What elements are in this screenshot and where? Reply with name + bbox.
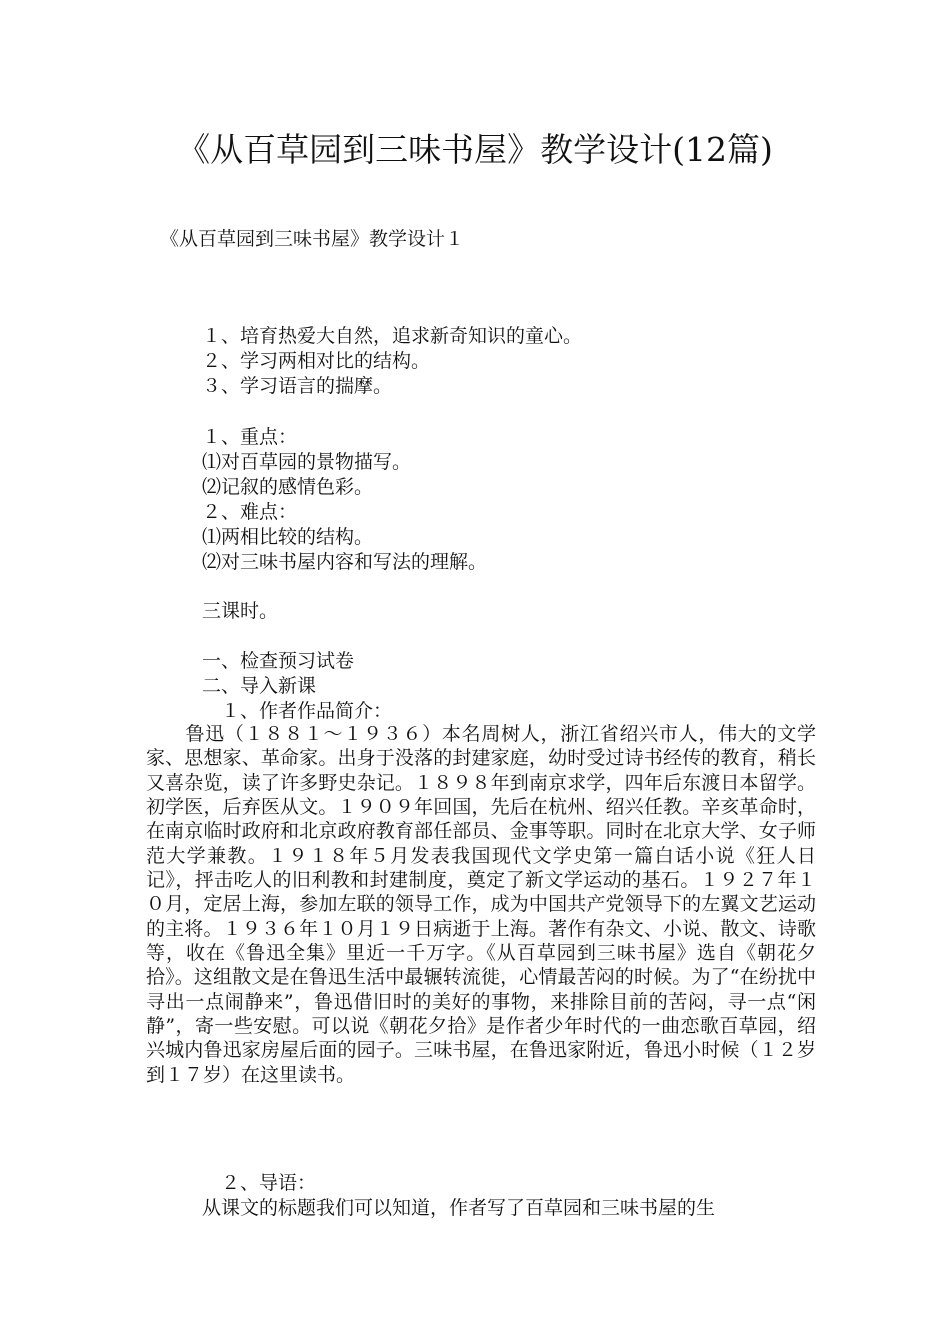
key-point-line: ⑵对三味书屋内容和写法的理解。 (202, 551, 488, 573)
key-point-line: １、重点： (202, 426, 298, 448)
author-intro-paragraph: 鲁迅（１８８１～１９３６）本名周树人，浙江省绍兴市人，伟大的文学家、思想家、革命家。出身于没落的封建家庭，幼时受过诗书经传的教育，稍长又喜杂览，读了许多野史杂记。１８９８年到南京求学，四年后东渡日本留学。初学医，后弃医从文。１９０９年回国，先后在杭州、绍兴任教。辛亥革命时，在南京临时政府和北京政府教育部任部员、金事等职。同时在北京大学、女子师范大学兼教。１９１８年５月发表我国现代文学史第一篇白话小说《狂人日记》，抨击吃人的旧利教和封建制度，奠定了新文学运动的基石。１９２７年１０月，定居上海，参加左联的领导工作，成为中国共产党领导下的左翼文艺运动的主将。１９３６年１０月１９日病逝于上海。著作有杂文、小说、散文、诗歌等，收在《鲁迅全集》里近一千万字。《从百草园到三味书屋》选自《朝花夕拾》。这组散文是在鲁迅生活中最辗转流徙，心情最苦闷的时候。为了“在纷扰中寻出一点闹静来”，鲁迅借旧时的美好的事物，来排除目前的苦闷，寻一点“闲静”，寄一些安慰。可以说《朝花夕拾》是作者少年时代的一曲恋歌百草园，绍兴城内鲁迅家房屋后面的园子。三味书屋，在鲁迅家附近，鲁迅小时候（１２岁到１７岁）在这里读书。 (146, 723, 816, 1086)
process-line: １、作者作品简介： (202, 700, 393, 722)
objective-line: １、培育热爱大自然，追求新奇知识的童心。 (202, 325, 583, 347)
intro-heading-line: ２、导语： (202, 1172, 317, 1194)
key-point-line: ２、难点： (202, 501, 298, 523)
document-subtitle: 《从百草园到三味书屋》教学设计１ (160, 228, 465, 250)
objective-line: ２、学习两相对比的结构。 (202, 350, 431, 372)
class-hours-line: 三课时。 (202, 600, 279, 622)
document-title: 《从百草园到三味书屋》教学设计(12篇) (177, 130, 773, 169)
key-point-line: ⑴两相比较的结构。 (202, 526, 374, 548)
objective-line: ３、学习语言的揣摩。 (202, 375, 393, 397)
key-point-line: ⑵记叙的感情色彩。 (202, 476, 374, 498)
process-line: 一、检查预习试卷 (202, 650, 355, 672)
intro-text-line: 从课文的标题我们可以知道，作者写了百草园和三味书屋的生 (202, 1197, 716, 1219)
key-point-line: ⑴对百草园的景物描写。 (202, 451, 412, 473)
process-line: 二、导入新课 (202, 675, 317, 697)
